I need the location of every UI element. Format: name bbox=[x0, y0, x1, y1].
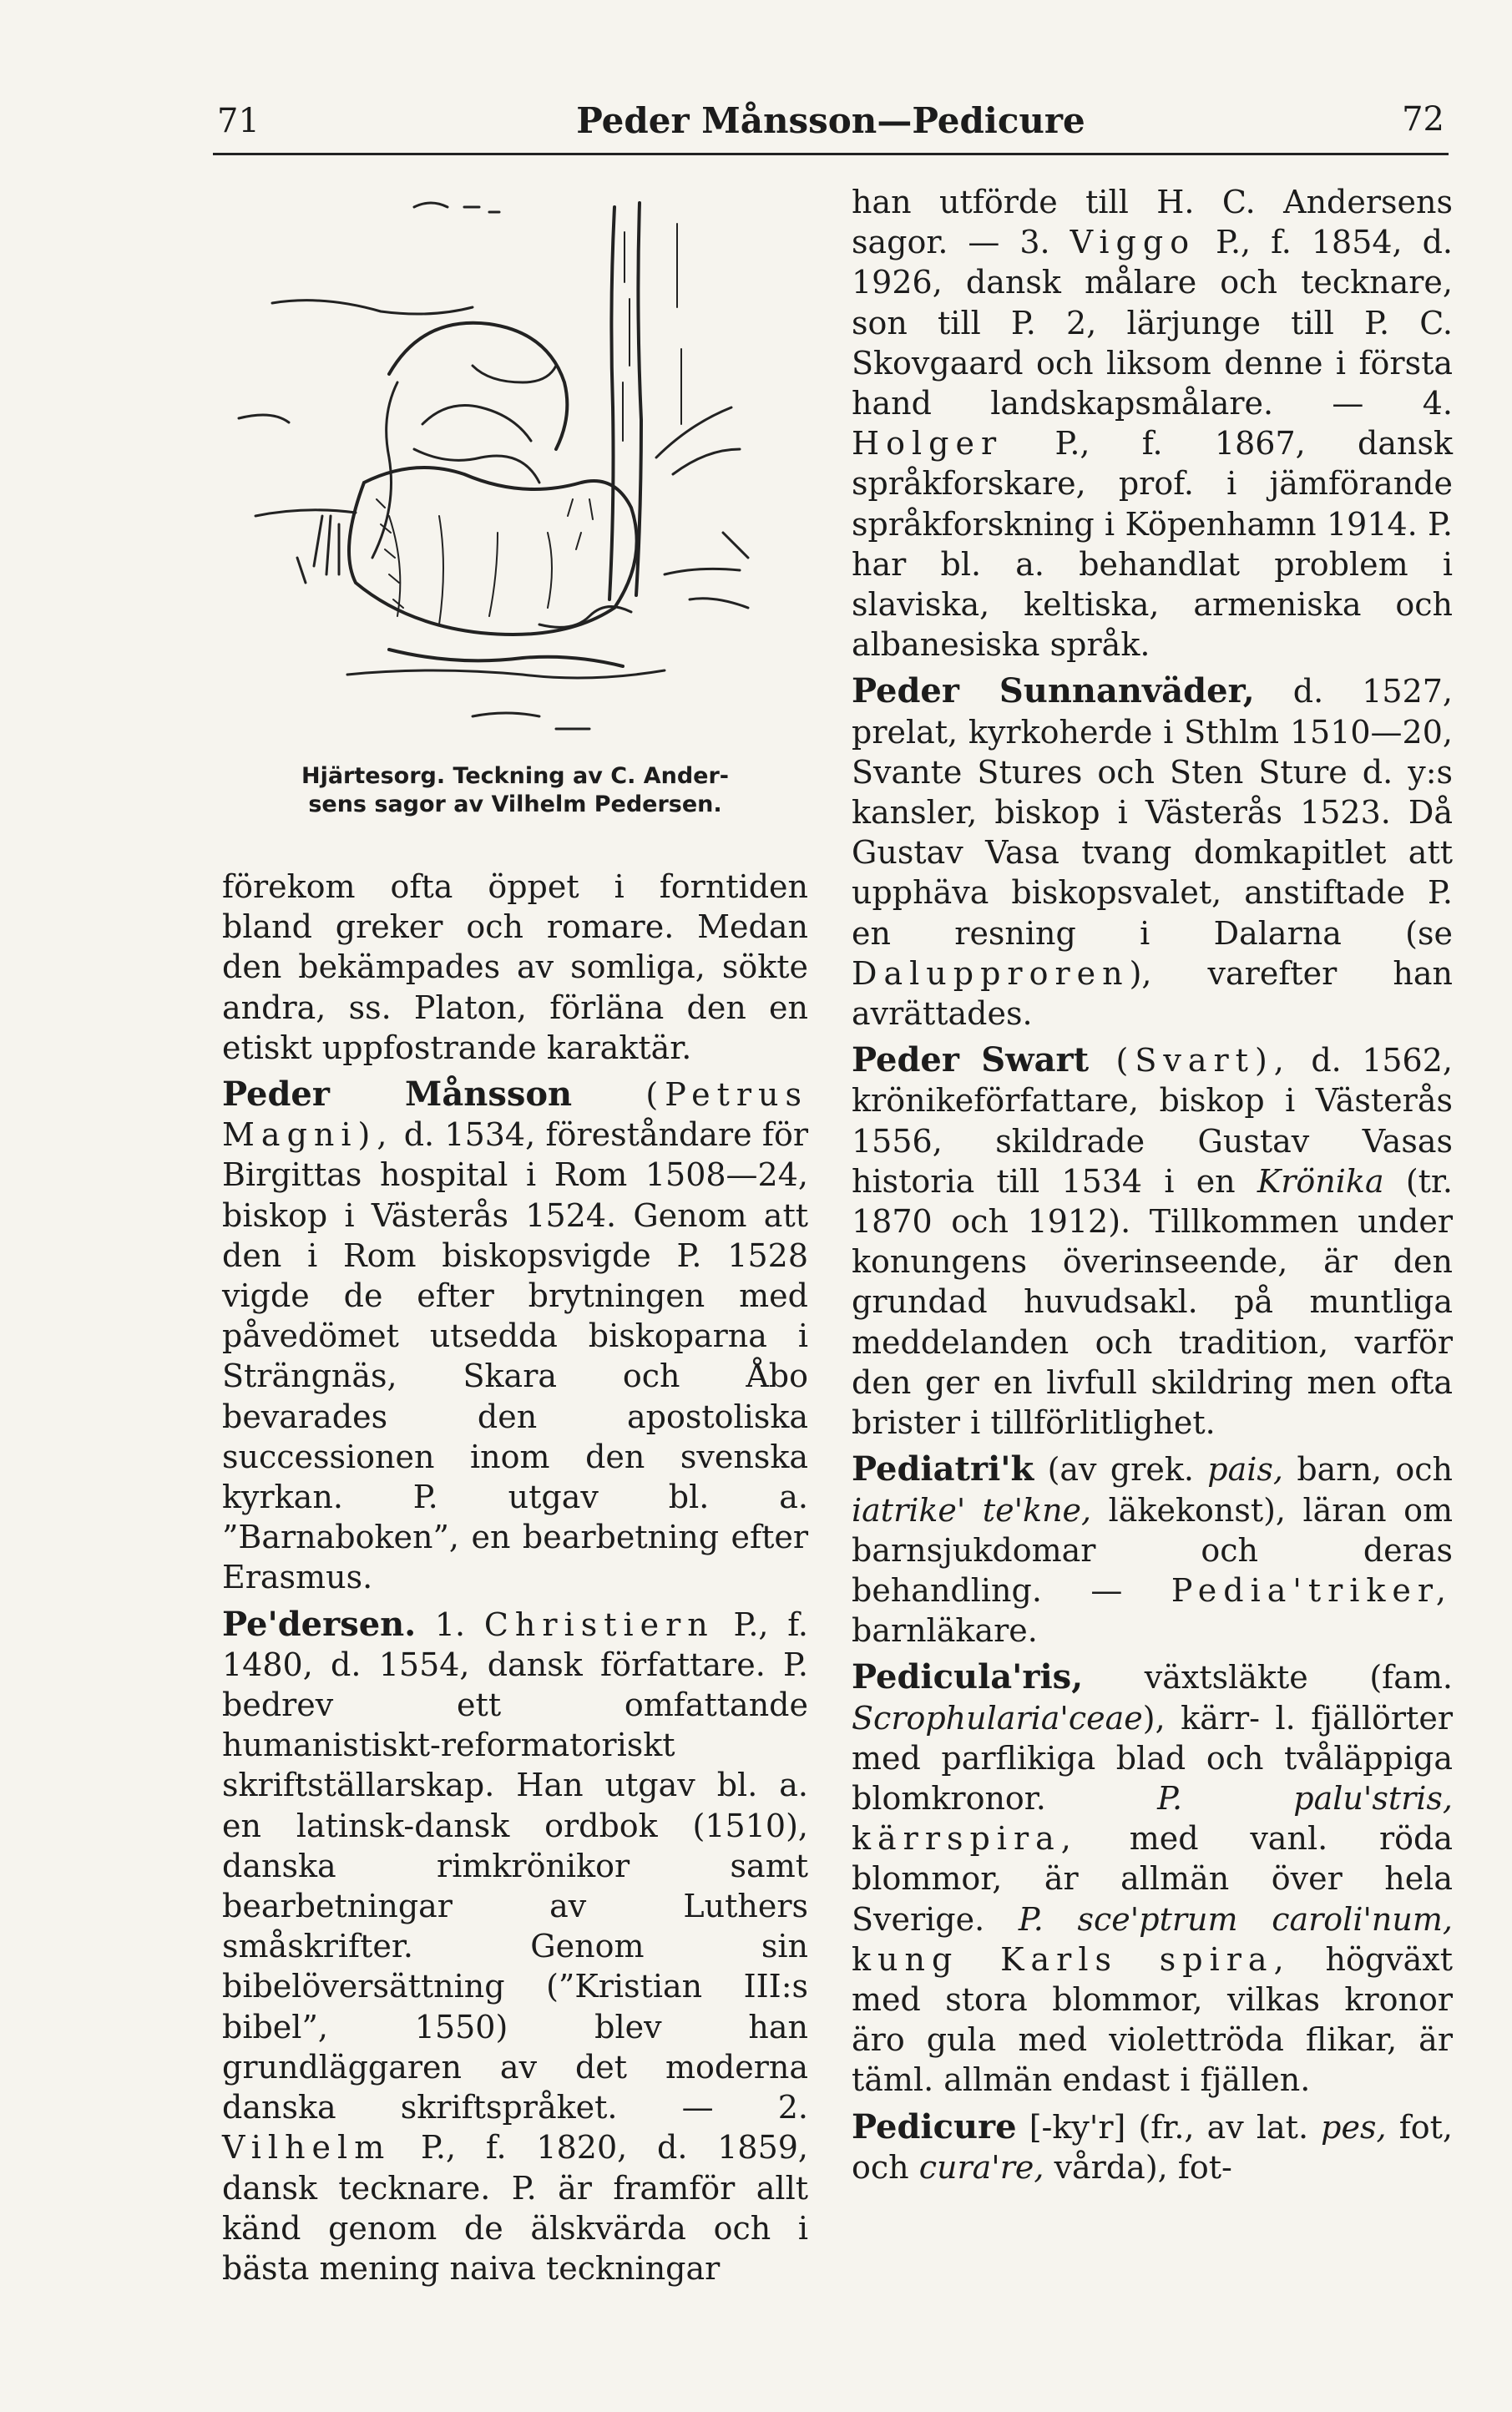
tail-swart: (tr. 1870 och 1912). Tillkommen under konungens överinseende, är den grundad huvudsakl. på muntliga meddelanden och tradition, varför den ger en livfull skildring men ofta brister i tillförlitlighet. bbox=[852, 1162, 1454, 1442]
intro-paragraph: förekom ofta öppet i forntiden bland greker och romare. Medan den bekämpades av somliga, sökte andra, ss. Platon, förläna den en etiskt uppfostrande karaktär. bbox=[222, 868, 808, 1066]
body-pedicularis-3: med vanl. röda blommor, är allmän över hela Sverige. bbox=[852, 1820, 1453, 1938]
body-holger: P., f. 1867, dansk språkforskare, prof. i jämförande språkforskning i Köpenhamn 1914. P. har bl. a. behandlat problem i slaviska, keltiska, armeniska och albanesiska språk. bbox=[852, 425, 1453, 664]
common-kung-karls-spira: kung Karls spira, bbox=[852, 1940, 1291, 1978]
headword-peder-swart: Peder Swart bbox=[852, 1040, 1090, 1080]
pedersen-number-1: 1. bbox=[416, 1605, 484, 1643]
greek-pais: pais, bbox=[1207, 1451, 1283, 1489]
derived-pediatriker: Pedia'triker, bbox=[1171, 1571, 1453, 1609]
body-pediatrik-2: barn, och bbox=[1283, 1451, 1453, 1489]
body-sunnanvader: d. 1527, prelat, kyrkoherde i Sthlm 1510—20, Svante Stures och Sten Sture d. y:s kansler, biskop i Västerås 1523. Då Gustav Vasa tvang domkapitlet att upphäva biskopsvalet, anstiftade P. en resning i Dalarna (se bbox=[852, 673, 1453, 952]
entry-pedicure bbox=[852, 2107, 1453, 2187]
body-pedicure-2: fot, och bbox=[852, 2108, 1454, 2186]
left-column bbox=[222, 182, 808, 2288]
headword-pedicularis: Pedicula'ris, bbox=[852, 1657, 1084, 1697]
headword-pedicure: Pedicure bbox=[852, 2106, 1017, 2147]
body-pedicularis-2: ), kärr- l. fjällörter med parflikiga blad och tvåläppiga blomkronor. bbox=[852, 1699, 1453, 1817]
entry-peder-sunnanvader bbox=[852, 671, 1453, 1034]
running-title: Peder Månsson—Pedicure bbox=[576, 100, 1085, 141]
tail-sunnanvader: ), varefter han avrättades. bbox=[852, 954, 1453, 1033]
page-header bbox=[213, 94, 1449, 152]
page-number-left: 71 bbox=[217, 102, 260, 140]
entry-pedicularis bbox=[852, 1657, 1453, 2100]
headword-pediatrik: Pediatri'k bbox=[852, 1449, 1034, 1489]
entry-pedersen bbox=[222, 1605, 808, 2288]
entry-pedersen-continued bbox=[852, 182, 1453, 665]
body-peder-mansson: d. 1534, föreståndare för Birgittas hospital i Rom 1508—24, biskop i Västerås 1524. Genom att den i Rom biskopsvigde P. 1528 vigde de efter brytningen med påvedömet utsedda biskoparna i Strängnäs, Skara och Åbo bevarades den apostoliska successionen inom den svenska kyrkan. P. utgav bl. a. ”Barnaboken”, en bearbetning efter Erasmus. bbox=[222, 1116, 808, 1596]
entry-peder-swart bbox=[852, 1040, 1453, 1443]
tail-pediatrik: barnläkare. bbox=[852, 1612, 1038, 1650]
body-pediatrik-1: (av grek. bbox=[1034, 1451, 1208, 1489]
caption-line-2: sens sagor av Vilhelm Pedersen. bbox=[308, 791, 722, 817]
entry-pediatrik bbox=[852, 1449, 1453, 1651]
body-pedicularis-4: högväxt med stora blommor, vilkas kronor äro gula med violettröda flikar, är täml. allmän endast i fjällen. bbox=[852, 1940, 1453, 2099]
right-column bbox=[852, 182, 1453, 2187]
body-vilhelm: P., f. 1820, d. 1859, dansk tecknare. P. är framför allt känd genom de älskvärda och i bästa mening naiva teckningar bbox=[222, 2129, 808, 2287]
body-continued: han utförde till H. C. Andersens sagor. — 3. bbox=[852, 184, 1453, 261]
body-christiern: P., f. 1480, d. 1554, dansk författare. P. bedrev ett omfattande humanistiskt-reformatoriskt skriftställarskap. Han utgav bl. a. en latinsk-dansk ordbok (1510), danska rimkrönikor samt bearbetningar av Luthers småskrifter. Genom sin bibelöversättning (”Kristian III:s bibel”, 1550) blev han grundläggaren av det moderna danska skriftspråket. — 2. bbox=[222, 1605, 808, 2126]
figure-caption bbox=[222, 762, 808, 819]
illustration-figure bbox=[222, 182, 808, 817]
header-rule bbox=[213, 153, 1449, 155]
caption-line-1: Hjärtesorg. Teckning av C. Ander- bbox=[301, 763, 730, 789]
entry-peder-mansson bbox=[222, 1075, 808, 1598]
headword-peder-mansson: Peder Månsson bbox=[222, 1075, 573, 1115]
latin-curare: cura're, bbox=[918, 2148, 1044, 2186]
species-palustris: P. palu'stris, bbox=[1157, 1779, 1453, 1817]
headword-peder-sunnanvader: Peder Sunnanväder, bbox=[852, 671, 1255, 711]
work-kronika: Krönika bbox=[1257, 1162, 1384, 1200]
alias-petrus-magni: (Petrus Magni), bbox=[222, 1076, 808, 1154]
species-sceptrum-carolinum: P. sce'ptrum caroli'num, bbox=[1018, 1900, 1453, 1938]
name-vilhelm: Vilhelm bbox=[222, 2129, 392, 2167]
name-holger: Holger bbox=[852, 425, 1004, 463]
body-pedicure-3: vårda), fot- bbox=[1044, 2148, 1232, 2186]
body-swart: d. 1562, krönikeförfattare, biskop i Västerås 1556, skildrade Gustav Vasas historia till 1534 i en bbox=[852, 1042, 1453, 1200]
alias-svart: (Svart), bbox=[1089, 1042, 1291, 1080]
family-scrophulariaceae: Scrophularia'ceae bbox=[852, 1699, 1143, 1737]
name-viggo: Viggo bbox=[1070, 224, 1196, 261]
body-pedicularis-1: växtsläkte (fam. bbox=[1083, 1659, 1453, 1696]
name-christiern: Christiern bbox=[483, 1605, 715, 1643]
latin-pes: pes, bbox=[1321, 2108, 1387, 2146]
common-karrspira: kärrspira, bbox=[852, 1820, 1078, 1858]
body-viggo: P., f. 1854, d. 1926, dansk målare och tecknare, son till P. 2, lärjunge till P. C. Skovgaard och liksom denne i första hand landskapsmålare. — 4. bbox=[852, 224, 1454, 422]
body-pedicure-1: [-ky'r] (fr., av lat. bbox=[1016, 2108, 1322, 2146]
page-number-right: 72 bbox=[1402, 100, 1444, 139]
greek-iatrike: iatrike' te'kne, bbox=[852, 1491, 1092, 1529]
illustration-drawing bbox=[222, 182, 808, 758]
body-pediatrik-3: läkekonst), läran om barnsjukdomar och deras behandling. — bbox=[852, 1491, 1453, 1609]
headword-pedersen: Pe'dersen. bbox=[222, 1604, 417, 1644]
ref-dalupproren: Dalupproren bbox=[852, 954, 1130, 992]
